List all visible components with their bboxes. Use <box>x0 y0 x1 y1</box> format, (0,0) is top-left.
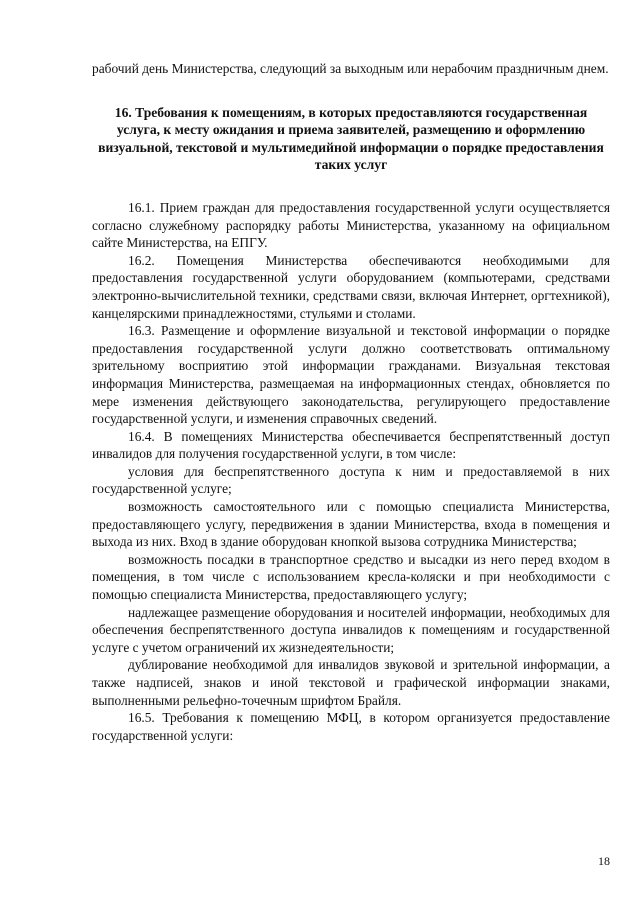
list-item-transport: возможность посадки в транспортное средство и высадки из него перед входом в помещения, в том числе с использованием кресла-коляски и при необходимости с помощью специалиста Министерства, предоставляющего услугу; <box>92 551 610 603</box>
page-number: 18 <box>598 854 610 868</box>
paragraph-16-3: 16.3. Размещение и оформление визуальной и текстовой информации о порядке предоставления государственной услуги должно соответствовать оптимальному зрительному восприятию этой информации гражданами. Визуальная текстовая информация Министерства, размещаемая на информационных стендах, обновляется по мере изменения действующего законодательства, регулирующего предоставление государственной услуги, и изменения справочных сведений. <box>92 323 610 427</box>
list-item-conditions: условия для беспрепятственного доступа к ним и предоставляемой в них государственной услуге; <box>92 463 610 497</box>
intro-paragraph: рабочий день Министерства, следующий за выходным или нерабочим праздничным днем. <box>92 61 609 76</box>
list-item-braille: дублирование необходимой для инвалидов звуковой и зрительной информации, а также надписей, знаков и иной текстовой и графической информации знаками, выполненными рельефно-точечным шрифтом Брайля. <box>92 657 610 708</box>
paragraph-16-5: 16.5. Требования к помещению МФЦ, в котором организуется предоставление государственной услуги: <box>92 710 610 743</box>
list-item-movement: возможность самостоятельного или с помощью специалиста Министерства, предоставляющего услугу, передвижения в здании Министерства, входа в помещения и выхода из них. Вход в здание оборудован кнопкой вызова сотрудника Министерства; <box>92 499 610 550</box>
document-body <box>92 60 610 744</box>
paragraph-16-2: 16.2. Помещения Министерства обеспечиваются необходимыми для предоставления государственной услуги оборудованием (компьютерами, средствами электронно-вычислительной техники, средствами связи, включая Интернет, оргтехникой), канцелярскими принадлежностями, стульями и столами. <box>92 252 610 321</box>
paragraph-16-1: 16.1. Прием граждан для предоставления государственной услуги осуществляется согласно служебному распорядку работы Министерства, указанному на официальном сайте Министерства, на ЕПГУ. <box>92 199 610 251</box>
list-item-equipment: надлежащее размещение оборудования и носителей информации, необходимых для обеспечения беспрепятственного доступа инвалидов к помещениям и государственной услуге с учетом ограничений их жизнедеятельности; <box>92 604 610 655</box>
section-heading: 16. Требования к помещениям, в которых предоставляются государственная услуга, к месту ожидания и приема заявителей, размещению и оформлению визуальной, текстовой и мультимедийной информации о порядке предоставления таких услуг <box>98 104 604 173</box>
paragraph-16-4: 16.4. В помещениях Министерства обеспечивается беспрепятственный доступ инвалидов для получения государственной услуги, в том числе: <box>92 428 610 462</box>
